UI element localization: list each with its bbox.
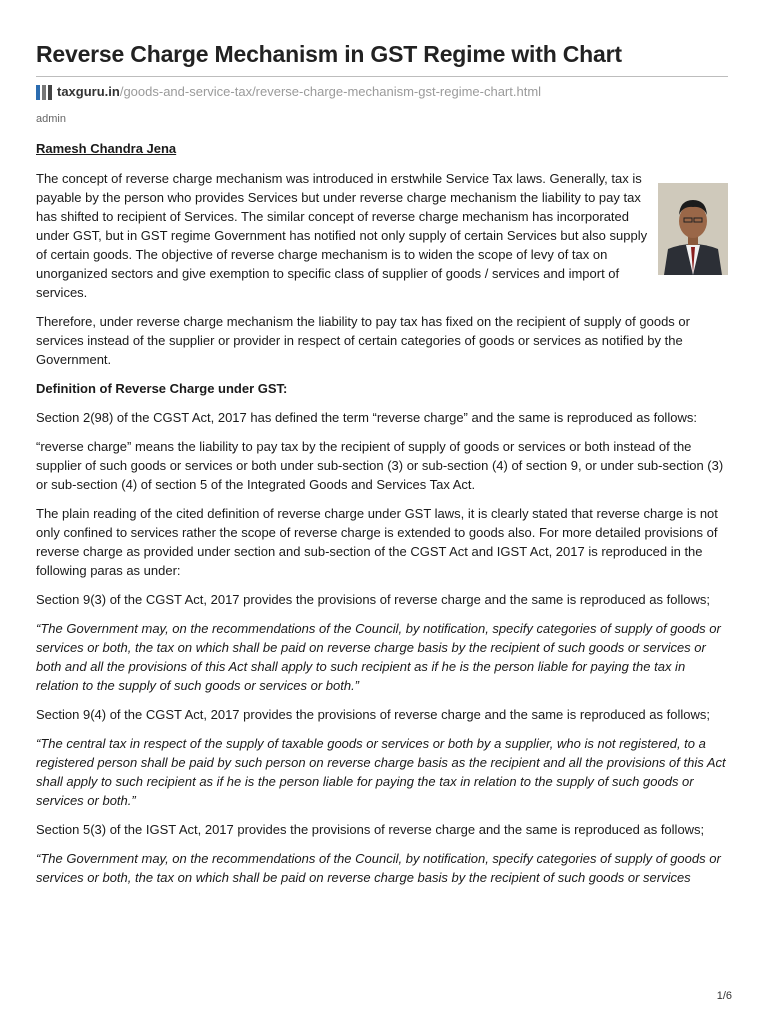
paragraph-section-9-4: Section 9(4) of the CGST Act, 2017 provides the provisions of reverse charge and the same is reproduced as follows;: [36, 707, 710, 722]
post-admin-label: admin: [36, 113, 66, 125]
page-number: 1/6: [716, 990, 732, 1002]
paragraph-plain-reading: The plain reading of the cited definition of reverse charge under GST laws, it is clearly stated that reverse charge is not only confined to services rather the scope of reverse charge is extended to goods also. For more detailed provisions of reverse charge as provided under section and sub-section of the CGST Act and IGST Act, 2017 is reproduced in the following paras as under:: [36, 506, 718, 578]
paragraph-section-2-98: Section 2(98) of the CGST Act, 2017 has defined the term “reverse charge” and the same is reproduced as follows:: [36, 410, 697, 425]
paragraph-reverse-charge-definition: “reverse charge” means the liability to pay tax by the recipient of supply of goods or services or both instead of the supplier of such goods or services or both under sub-section (3) or sub-section (4) of section 9, or under sub-section (3) or sub-section (4) of section 5 of the Integrated Goods and Services Tax Act.: [36, 439, 724, 492]
paragraph-intro: The concept of reverse charge mechanism was introduced in erstwhile Service Tax laws. Generally, tax is payable by the person who provides Services but under reverse charge mechanism the liability to pay tax has shifted to recipient of Services. The similar concept of reverse charge mechanism has incorporated under GST, but in GST regime Government has notified not only supply of certain Services but also supply of certain goods. The objective of reverse charge mechanism is to widen the scope of levy of tax on unorganized sectors and give exemption to specific class of supplier of goods / services and import of services.: [36, 171, 648, 300]
quote-section-5-3: “The Government may, on the recommendations of the Council, by notification, specify categories of supply of goods or services or both, the tax on which shall be paid on reverse charge basis by the recipient of such goods or services: [36, 851, 721, 885]
title-divider: [36, 76, 728, 77]
paragraph-therefore: Therefore, under reverse charge mechanism the liability to pay tax has fixed on the recipient of supply of goods or services instead of the supplier or provider in respect of certain categories of goods or services as notified by the Government.: [36, 314, 690, 367]
site-logo-icon: [36, 85, 52, 100]
paragraph-section-5-3: Section 5(3) of the IGST Act, 2017 provides the provisions of reverse charge and the same is reproduced as follows;: [36, 822, 705, 837]
page-title: Reverse Charge Mechanism in GST Regime with Chart: [36, 41, 622, 67]
document-page: [36, 0, 730, 887]
quote-section-9-4: “The central tax in respect of the supply of taxable goods or services or both by a supplier, who is not registered, to a registered person shall be paid by such person on reverse charge basis as the recipient and all the provisions of this Act shall apply to such recipient as if he is the person liable for paying the tax in relation to the supply of such goods or services or both.”: [36, 736, 726, 808]
section-heading-definition: Definition of Reverse Charge under GST:: [36, 381, 288, 396]
paragraph-section-9-3: Section 9(3) of the CGST Act, 2017 provides the provisions of reverse charge and the same is reproduced as follows;: [36, 592, 710, 607]
author-name[interactable]: Ramesh Chandra Jena: [36, 141, 177, 156]
quote-section-9-3: “The Government may, on the recommendations of the Council, by notification, specify categories of supply of goods or services or both, the tax on which shall be paid on reverse charge basis by the recipient of such goods or services or both and all the provisions of this Act shall apply to such recipient as if he is the person liable for paying the tax in relation to the supply of such goods or services or both.”: [36, 621, 721, 693]
intro-section: [36, 169, 730, 302]
site-path[interactable]: /goods-and-service-tax/reverse-charge-mechanism-gst-regime-chart.html: [119, 84, 542, 99]
site-name[interactable]: taxguru.in: [57, 84, 120, 99]
author-photo-icon: [658, 183, 728, 275]
source-url[interactable]: [36, 84, 730, 100]
